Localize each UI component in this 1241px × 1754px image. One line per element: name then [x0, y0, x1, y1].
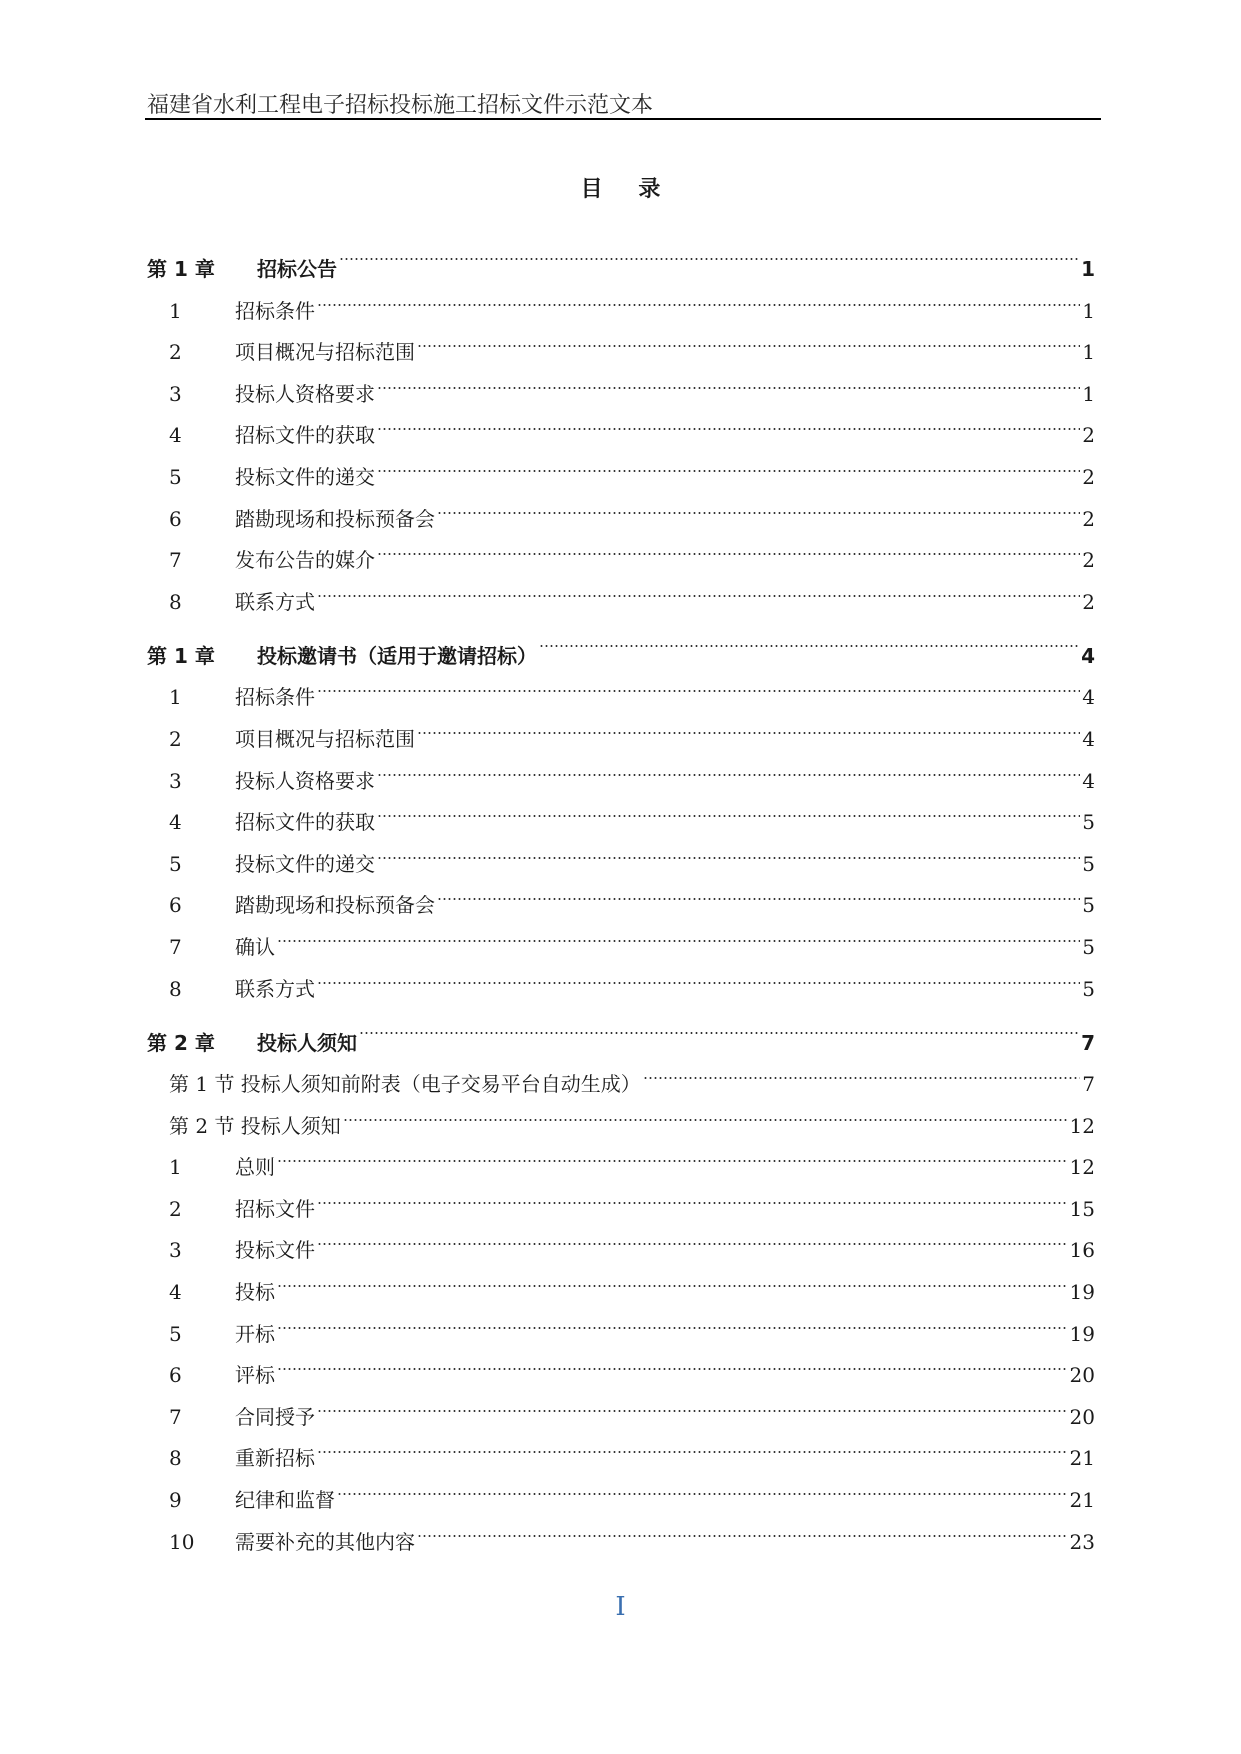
toc-item-number: 2 [169, 340, 182, 365]
toc-item-number: 7 [169, 548, 182, 573]
toc-page-number: 2 [1082, 548, 1095, 573]
dot-leader [317, 567, 1080, 609]
toc-section-label: 第 1 节 投标人须知前附表（电子交易平台自动生成） [169, 1072, 641, 1097]
toc-item-label: 项目概况与招标范围 [235, 340, 415, 365]
toc-item-label: 招标条件 [235, 685, 315, 710]
dot-leader [317, 663, 1080, 705]
dot-leader [277, 912, 1080, 954]
dot-leader [417, 1507, 1068, 1549]
toc-chapter-label: 投标人须知 [257, 1030, 357, 1055]
toc-item-number: 8 [169, 976, 182, 1001]
toc-page-number: 1 [1082, 298, 1095, 323]
toc-item-row[interactable] [147, 912, 1095, 959]
toc-item-label: 联系方式 [235, 589, 315, 614]
dot-leader [417, 704, 1080, 746]
dot-leader [277, 1133, 1068, 1175]
toc-item-number: 5 [169, 851, 182, 876]
toc-item-row[interactable] [147, 1299, 1095, 1346]
toc-title: 目 录 [580, 177, 675, 202]
toc-chapter-label: 招标公告 [257, 257, 337, 281]
toc-section-label: 第 2 节 投标人须知 [169, 1113, 341, 1138]
dot-leader [337, 1465, 1068, 1507]
toc-item-number: 2 [169, 1196, 182, 1221]
toc-item-number: 4 [169, 1280, 182, 1305]
dot-leader [339, 222, 1079, 276]
dot-leader [377, 829, 1080, 871]
toc-page-number: 2 [1082, 464, 1095, 489]
toc-page-number: 15 [1069, 1196, 1095, 1221]
toc-page-number: 4 [1081, 643, 1095, 668]
toc-item-number: 3 [169, 1238, 182, 1263]
toc-item-label: 招标文件 [235, 1196, 315, 1221]
toc-item-number: 3 [169, 768, 182, 793]
toc-item-label: 投标文件的递交 [235, 851, 375, 876]
toc-item-row[interactable] [147, 1174, 1095, 1221]
toc-item-label: 投标人资格要求 [235, 381, 375, 406]
toc-chapter-number: 第 1 章 [147, 643, 215, 668]
toc-item-number: 6 [169, 893, 182, 918]
toc-item-number: 10 [169, 1529, 195, 1554]
toc-item-number: 6 [169, 1363, 182, 1388]
toc-page-number: 5 [1082, 851, 1095, 876]
dot-leader [317, 1216, 1068, 1258]
dot-leader [377, 526, 1080, 568]
dot-leader [317, 276, 1080, 318]
toc-item-label: 招标条件 [235, 298, 315, 323]
toc-item-label: 项目概况与招标范围 [235, 726, 415, 751]
toc-item-number: 1 [169, 298, 182, 323]
toc-item-label: 总则 [235, 1155, 275, 1180]
dot-leader [317, 1174, 1068, 1216]
toc-chapter-number: 第 2 章 [147, 1030, 215, 1055]
page-number: I [615, 1592, 626, 1622]
toc-item-label: 确认 [235, 934, 275, 959]
toc-page-number: 1 [1082, 381, 1095, 406]
toc-page-number: 20 [1069, 1404, 1095, 1429]
dot-leader [417, 318, 1080, 360]
toc-page-number: 1 [1081, 257, 1095, 281]
toc-item-number: 4 [169, 423, 182, 448]
toc-item-label: 招标文件的获取 [235, 423, 375, 448]
toc-page-number: 5 [1082, 976, 1095, 1001]
toc-page-number: 2 [1082, 589, 1095, 614]
toc-page-number: 7 [1081, 1030, 1095, 1055]
toc-page-number: 5 [1082, 893, 1095, 918]
toc-item-label: 踏勘现场和投标预备会 [235, 506, 435, 531]
toc-item-label: 联系方式 [235, 976, 315, 1001]
toc-item-number: 8 [169, 589, 182, 614]
toc-page-number: 19 [1069, 1321, 1095, 1346]
header-rule [145, 118, 1101, 120]
toc-item-number: 1 [169, 685, 182, 710]
dot-leader [377, 442, 1080, 484]
toc-page-number: 7 [1082, 1072, 1095, 1097]
toc-item-label: 投标文件 [235, 1238, 315, 1263]
toc-item-label: 需要补充的其他内容 [235, 1529, 415, 1554]
toc-item-number: 7 [169, 1404, 182, 1429]
toc-item-number: 4 [169, 810, 182, 835]
toc-item-row[interactable] [147, 1341, 1095, 1388]
toc-item-label: 踏勘现场和投标预备会 [235, 893, 435, 918]
toc-item-label: 投标 [235, 1280, 275, 1305]
toc-page-number: 4 [1082, 726, 1095, 751]
toc-item-number: 1 [169, 1155, 182, 1180]
toc-page-number: 5 [1082, 810, 1095, 835]
toc-item-number: 3 [169, 381, 182, 406]
toc-chapter-row[interactable] [147, 222, 1095, 281]
toc-item-number: 5 [169, 1321, 182, 1346]
toc-item-row[interactable] [147, 1257, 1095, 1305]
toc-item-label: 发布公告的媒介 [235, 548, 375, 573]
toc-item-label: 投标文件的递交 [235, 464, 375, 489]
dot-leader [277, 1257, 1068, 1299]
toc-item-label: 开标 [235, 1321, 275, 1346]
dot-leader [377, 401, 1080, 443]
dot-leader [437, 484, 1080, 526]
toc-item-number: 9 [169, 1488, 182, 1513]
dot-leader [277, 1341, 1068, 1383]
toc-item-row[interactable] [147, 1382, 1095, 1429]
dot-leader [539, 609, 1079, 663]
toc-item-label: 合同授予 [235, 1404, 315, 1429]
toc-item-number: 7 [169, 934, 182, 959]
toc-item-label: 纪律和监督 [235, 1488, 335, 1513]
toc-page-number: 19 [1069, 1280, 1095, 1305]
toc-page-number: 2 [1082, 506, 1095, 531]
toc-page-number: 20 [1069, 1363, 1095, 1388]
toc-chapter-number: 第 1 章 [147, 257, 215, 281]
toc-item-row[interactable] [147, 954, 1095, 1001]
toc-item-label: 评标 [235, 1363, 275, 1388]
toc-page-number: 2 [1082, 423, 1095, 448]
toc-item-number: 2 [169, 726, 182, 751]
toc-chapter-label: 投标邀请书（适用于邀请招标） [257, 643, 537, 668]
dot-leader [343, 1091, 1068, 1133]
toc-page-number: 1 [1082, 340, 1095, 365]
toc-item-label: 招标文件的获取 [235, 810, 375, 835]
toc-page-number: 12 [1069, 1113, 1095, 1138]
dot-leader [377, 788, 1080, 830]
dot-leader [377, 359, 1080, 401]
toc-item-label: 投标人资格要求 [235, 768, 375, 793]
table-of-contents [147, 222, 1095, 1554]
toc-page-number: 16 [1069, 1238, 1095, 1263]
toc-page-number: 4 [1082, 685, 1095, 710]
toc-item-label: 重新招标 [235, 1446, 315, 1471]
toc-item-number: 5 [169, 464, 182, 489]
dot-leader [643, 1050, 1080, 1092]
page-header: 福建省水利工程电子招标投标施工招标文件示范文本 [147, 93, 654, 118]
dot-leader [317, 954, 1080, 996]
dot-leader [317, 1424, 1068, 1466]
toc-page-number: 5 [1082, 934, 1095, 959]
dot-leader [437, 871, 1080, 913]
dot-leader [317, 1382, 1068, 1424]
toc-page-number: 21 [1069, 1488, 1095, 1513]
toc-page-number: 23 [1069, 1529, 1095, 1554]
dot-leader [277, 1299, 1068, 1341]
toc-item-row[interactable] [147, 1133, 1095, 1180]
toc-page-number: 4 [1082, 768, 1095, 793]
toc-page-number: 21 [1069, 1446, 1095, 1471]
toc-page-number: 12 [1069, 1155, 1095, 1180]
toc-item-number: 6 [169, 506, 182, 531]
dot-leader [377, 746, 1080, 788]
dot-leader [359, 996, 1079, 1050]
toc-item-number: 8 [169, 1446, 182, 1471]
